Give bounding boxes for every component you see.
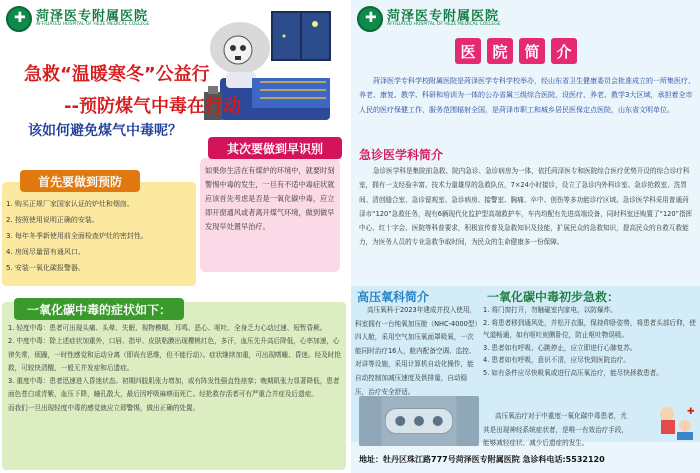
hyperbaric-text bbox=[355, 304, 479, 399]
list-item: 2. 按照使用说明正确的安装。 bbox=[6, 216, 99, 224]
first-aid-cartoon-icon bbox=[651, 400, 697, 446]
hospital-intro-text: 菏泽医学专科学校附属医院是菏泽医学专科学校举办，经山东省卫生健康委员会批准成立的一所集医疗、养老、康复、教学、科研和培训为一体的公办省属三级综合医院，设医疗、养老、教学3大区域，承担着全市人民的医疗保健工作，服务范围辐射全国，是菏泽市职工和城乡居民医保定点医院，山东省文明单位。 bbox=[359, 77, 695, 114]
footer-contact: 地址：牡丹区珠江路777号菏泽医专附属医院 急诊科电话:5532120 bbox=[359, 455, 605, 464]
early-detection-tag: 其次要做到早识别 bbox=[208, 137, 342, 159]
list-item: 1. 购买正规厂家国家认证的炉灶和烟囱。 bbox=[6, 200, 134, 208]
emergency-title: 急诊医学科简介 bbox=[359, 148, 444, 162]
banner-char: 简 bbox=[519, 38, 545, 64]
list-item: 3. 每年冬季新使用前全面检查炉灶的密封性。 bbox=[6, 232, 148, 240]
right-panel bbox=[351, 0, 700, 473]
early-detection-text: 如果你生活在有煤炉的环境中，就要时刻警惕中毒的发生，一旦有不适中毒症状就应该首先考虑是否是一氧化碳中毒，应立即开窗通风或者离开煤气环境，做到做早发现早处置早治疗。 bbox=[205, 166, 335, 231]
hospital-logo bbox=[357, 6, 501, 32]
left-panel bbox=[0, 0, 349, 473]
hyperbaric-chamber-photo-icon bbox=[359, 396, 479, 446]
hospital-seal-icon bbox=[6, 6, 32, 32]
prevention-tag: 首先要做到预防 bbox=[20, 170, 140, 192]
banner-char: 医 bbox=[455, 38, 481, 64]
list-item: 4. 患者如有呼吸，意识不清，应尽快到医院治疗。 bbox=[483, 356, 630, 364]
campaign-question: 该如何避免煤气中毒呢？ bbox=[28, 123, 182, 139]
list-item: 4. 房间尽量留有通风口。 bbox=[6, 248, 85, 256]
symptoms-tag: 一氧化碳中毒的症状如下： bbox=[14, 298, 184, 320]
list-item: 1. 将门窗打开，勿触碰室内家电，以防爆炸。 bbox=[483, 306, 617, 314]
list-item: 5. 如有条件应尽快吸氧或进行高压氧治疗，能尽快拯救患者。 bbox=[483, 368, 663, 377]
symptom-severe: 3. 重度中毒：患者迅速进入昏迷状态。初期四肢肌张力增加，或有阵发性强直性痉挛；晚期肌张力显著降低，患者面色苍白或青紫，血压下降，瞳孔散大，最后因呼吸麻痹而死亡。经抢救存活者可有严重合并症及后遗症。 bbox=[8, 377, 340, 399]
hospital-logo bbox=[6, 6, 150, 32]
hyperbaric-text-2-wrap bbox=[483, 410, 633, 451]
hospital-intro-banner bbox=[455, 38, 577, 64]
symptom-moderate: 2. 中度中毒：除上述症状加重外，口唇、指甲、皮肤粘膜出现樱桃红色，多汗，血压先升高后降低，心率加速，心律失常，烦躁，一时性感觉和运动分离（即尚有思维，但不能行动）。症状继续加重，可出现嗜睡、昏迷。经及时抢救，可较快清醒，一般无并发症和后遗症。 bbox=[8, 337, 341, 372]
hospital-name-en: AFFILIATED HOSPITAL OF HEZE MEDICAL COLLEGE bbox=[36, 22, 150, 28]
list-item: 2. 将患者移到通风处，并松开衣服，保持仰卧姿势，将患者头部后仰，使气道畅通，如有呕吐则侧卧位，防止呕吐物误吸。 bbox=[483, 318, 696, 339]
hospital-seal-icon bbox=[357, 6, 383, 32]
hyperbaric-text-2: 高压氧治疗对于中重度一氧化碳中毒患者，尤其是出现神经系统症状者，是唯一有效治疗手段，能够减轻症状、减少后遗症的发生。 bbox=[483, 412, 629, 448]
emergency-text: 急诊医学科是集院前急救、院内急诊、急诊病房为一体，依托菏泽医专和医院综合医疗优势开设的综合诊疗科室，拥有一支经验丰富、技术力量雄厚的急救队伍，7×24小时接诊，设立了急诊内外科诊室、急诊抢救室、洗胃间、清创缝合室、急诊留观室、急诊病房、接警室、胸痛、卒中、创伤等多功能诊疗区域。急诊医学科采用普通菏泽市“120”急救任务，现有6辆现代化监护型高端救护车，车内均配有先进高端设备，同时科室还购置了“120”指挥中心、红十字会、医院等科普要求，积极宣传普及急救知识及技能，扩展民众的急救知识，提高民众的自救互救能力，为医务人员的专业急救争取时间，为民众的生命健康多一份保障。 bbox=[359, 167, 693, 247]
hospital-name: 菏泽医专附属医院 bbox=[387, 8, 500, 24]
hyperbaric-text-1: 高压氧科于2023年建成并投入使用，科室拥有一台纯氧加压舱（NHC-4000型）四人舱，采用空气加压氧面罩吸氧，一次能同时治疗16人，舱内配备空调、监控、对讲等设施，采用计算机自动化操作，能自动控制加减压速度及供排量，自动稳压，治疗安全舒适。 bbox=[355, 306, 478, 396]
hyperbaric-title: 高压氧科简介 bbox=[357, 290, 430, 304]
campaign-title: 急救“温暖寒冬”公益行 bbox=[24, 64, 210, 85]
symptom-mild: 1. 轻度中毒：患者可出现头痛、头晕、失眠、视物模糊、耳鸣、恶心、呕吐、全身乏力心动过速、短暂昏厥。 bbox=[8, 324, 327, 332]
banner-char: 介 bbox=[551, 38, 577, 64]
firstaid-list bbox=[483, 304, 697, 379]
prevention-list bbox=[6, 196, 194, 276]
svg-text:✚: ✚ bbox=[687, 407, 695, 417]
campaign-subtitle: --预防煤气中毒在行动 bbox=[64, 96, 241, 117]
hospital-name: 菏泽医专附属医院 bbox=[36, 8, 149, 24]
banner-char: 院 bbox=[487, 38, 513, 64]
symptoms-list bbox=[8, 322, 342, 415]
hospital-name-en: AFFILIATED HOSPITAL OF HEZE MEDICAL COLLEGE bbox=[387, 22, 501, 28]
list-item: 5. 安装一氧化碳报警器。 bbox=[6, 264, 85, 272]
list-item: 3. 患者如有呼吸、心跳停止，应立即进行心肺复苏。 bbox=[483, 343, 637, 352]
symptom-note: 而我们一旦出现轻度中毒的感觉就应立即警惕，做出正确的处置。 bbox=[8, 403, 200, 412]
firstaid-title: 一氧化碳中毒初步急救： bbox=[487, 290, 620, 304]
